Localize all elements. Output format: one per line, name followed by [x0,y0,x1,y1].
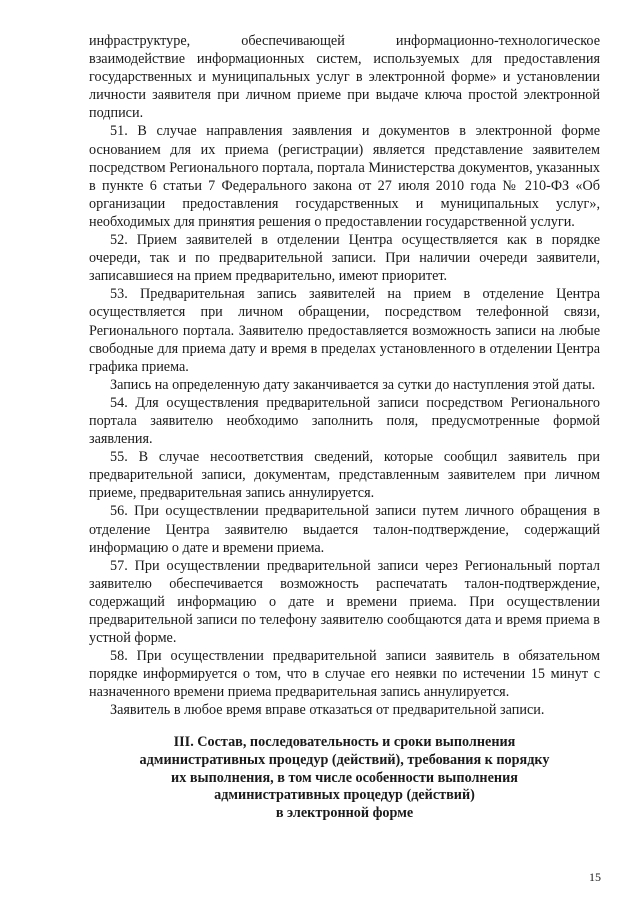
paragraph-57: 57. При осуществлении предварительной записи через Региональный портал заявителю обеспечивается возможность распечатать талон-подтверждение, содержащий информацию о дате и времени приема. При осуществлении предварительной записи по телефону заявителю сообщаются дата и время приема в устной форме. [89,557,600,647]
section-heading-line: административных процедур (действий) [214,787,475,804]
paragraph-55: 55. В случае несоответствия сведений, которые сообщил заявитель при предварительной записи, документам, представленным заявителем при личном приеме, предварительная запись аннулируется. [89,449,600,502]
section-heading-line: их выполнения, в том числе особенности выполнения [171,769,518,786]
section-heading-line: административных процедур (действий), требования к порядку [139,751,550,768]
section-heading-line: III. Состав, последовательность и сроки выполнения [173,734,516,750]
page-number: 15 [589,870,601,884]
paragraph-54: 54. Для осуществления предварительной записи посредством Регионального портала заявителю необходимо заполнить поля, предусмотренные формой заявления. [89,394,600,448]
paragraph-53-note: Запись на определенную дату заканчивается за сутки до наступления этой даты. [110,376,596,393]
section-heading-line: в электронной форме [275,805,414,822]
paragraph-continuation: инфраструктуре, обеспечивающей информационно-технологическое взаимодействие информационных систем, используемых для предоставления государственных и муниципальных услуг в электронной форме» и установлении личности заявителя при личном приеме при выдаче ключа простой электронной подписи. [89,33,600,122]
paragraph-53: 53. Предварительная запись заявителей на прием в отделение Центра осуществляется при личном обращении, посредством телефонной связи, Регионального портала. Заявителю предоставляется возможность записи на любые свободные для приема дату и время в пределах установленного в отделении Центра графика приема. [89,286,600,375]
paragraph-58: 58. При осуществлении предварительной записи заявитель в обязательном порядке информируется о том, что в случае его неявки по истечении 15 минут с назначенного времени приема предварительная запись аннулируется. [89,648,600,701]
paragraph-56: 56. При осуществлении предварительной записи путем личного обращения в отделение Центра заявителю выдается талон-подтверждение, содержащий информацию о дате и времени приема. [89,503,600,556]
paragraph-51: 51. В случае направления заявления и документов в электронной форме основанием для их приема (регистрации) является представление заявителем посредством Регионального портала, портала Министерства документов, указанных в пункте 6 статьи 7 Федерального закона от 27 июля 2010 года № 210-ФЗ «Об организации предоставления государственных и муниципальных услуг», необходимых для принятия решения о предоставлении государственной услуги. [89,123,600,230]
section-heading [89,734,600,823]
paragraph-52: 52. Прием заявителей в отделении Центра осуществляется как в порядке очереди, так и по предварительной записи. При наличии очереди заявители, записавшиеся на прием предварительно, имеют приоритет. [89,232,600,285]
body-text [89,32,600,720]
paragraph-58-note: Заявитель в любое время вправе отказаться от предварительной записи. [110,702,545,719]
